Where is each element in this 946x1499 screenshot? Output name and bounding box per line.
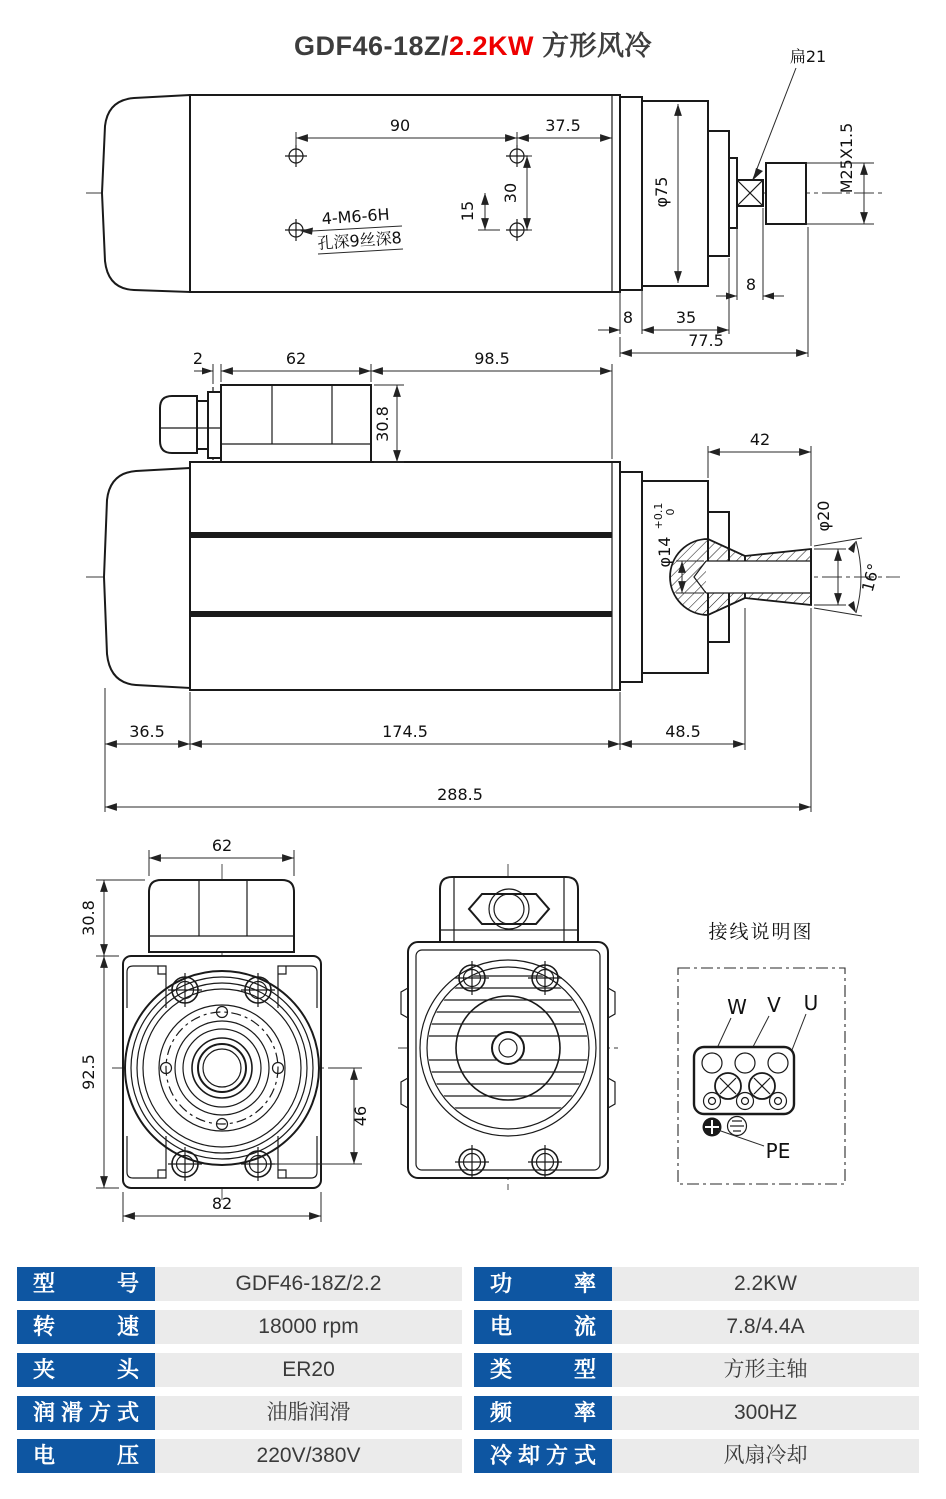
spec-value-speed: 18000 rpm	[155, 1310, 462, 1344]
spec-row-type	[474, 1353, 919, 1387]
spec-row-frequency	[474, 1396, 919, 1430]
dim-48-5: 48.5	[665, 722, 701, 741]
spec-row-current	[474, 1310, 919, 1344]
dim-30: 30	[501, 182, 520, 204]
spec-row-voltage	[17, 1439, 462, 1473]
spec-table-left	[17, 1267, 462, 1482]
spec-value-voltage: 220V/380V	[155, 1439, 462, 1473]
spec-row-cooling	[474, 1439, 919, 1473]
dim-42: 42	[749, 430, 771, 449]
spec-label-lubrication: 润滑方式	[17, 1396, 155, 1430]
dim-front-30-8: 30.8	[79, 900, 98, 936]
spec-value-current: 7.8/4.4A	[612, 1310, 919, 1344]
dim-phi75: φ75	[652, 176, 671, 208]
wiring-label-u: U	[803, 991, 819, 1015]
dim-16deg: 16°	[857, 561, 884, 594]
spec-label-frequency: 频率	[474, 1396, 612, 1430]
wiring-title: 接线说明图	[708, 921, 814, 943]
spec-table-right	[474, 1267, 919, 1482]
dim-front-92-5: 92.5	[79, 1054, 98, 1090]
wiring-label-w: W	[727, 995, 747, 1019]
dim-front-82: 82	[211, 1194, 233, 1213]
dim-m25: M25X1.5	[837, 122, 856, 194]
spec-value-type: 方形主轴	[612, 1353, 919, 1387]
dim-8-shaft: 8	[745, 275, 757, 294]
title-power: 2.2KW	[449, 31, 535, 61]
dim-30-8: 30.8	[373, 406, 392, 442]
spec-row-speed	[17, 1310, 462, 1344]
dim-front-46: 46	[351, 1105, 370, 1127]
dim-flat21: 扁21	[789, 47, 827, 66]
spec-label-type: 类型	[474, 1353, 612, 1387]
dim-77-5: 77.5	[688, 331, 724, 350]
dim-36-5: 36.5	[129, 722, 165, 741]
front-view-drawing	[79, 836, 370, 1222]
title-model: GDF46-18Z/	[293, 31, 449, 61]
spec-label-power: 功率	[474, 1267, 612, 1301]
spec-value-model: GDF46-18Z/2.2	[155, 1267, 462, 1301]
dim-8-ring: 8	[622, 308, 634, 327]
dim-90: 90	[389, 116, 411, 135]
spec-value-frequency: 300HZ	[612, 1396, 919, 1430]
spec-value-collet: ER20	[155, 1353, 462, 1387]
dim-2: 2	[192, 349, 204, 368]
rear-view-drawing	[398, 864, 620, 1190]
wiring-label-v: V	[767, 993, 781, 1017]
dim-front-62: 62	[211, 836, 233, 855]
side-view-drawing	[86, 349, 900, 812]
thread-note: 4-M6-6H	[321, 204, 391, 229]
wiring-diagram	[678, 921, 845, 1184]
thread-depth-note: 孔深9丝深8	[316, 228, 403, 253]
spec-value-lubrication: 油脂润滑	[155, 1396, 462, 1430]
spec-value-cooling: 风扇冷却	[612, 1439, 919, 1473]
spec-label-voltage: 电压	[17, 1439, 155, 1473]
dim-phi20: φ20	[814, 500, 833, 532]
dim-15: 15	[458, 200, 477, 222]
dim-35: 35	[675, 308, 697, 327]
wiring-label-pe: PE	[765, 1139, 791, 1163]
spec-row-lubrication	[17, 1396, 462, 1430]
dim-phi14-tol-zero: 0	[664, 508, 677, 516]
dim-phi14-tol-plus: +0.1	[652, 502, 665, 530]
spec-row-power	[474, 1267, 919, 1301]
spec-label-collet: 夹头	[17, 1353, 155, 1387]
dim-37-5: 37.5	[545, 116, 581, 135]
dim-62: 62	[285, 349, 307, 368]
dim-98-5: 98.5	[474, 349, 510, 368]
dim-288-5: 288.5	[437, 785, 483, 804]
spec-label-speed: 转速	[17, 1310, 155, 1344]
spec-label-cooling: 冷却方式	[474, 1439, 612, 1473]
title-suffix: 方形风冷	[534, 31, 653, 61]
dim-phi14: φ14	[655, 536, 674, 568]
spec-row-model	[17, 1267, 462, 1301]
spec-value-power: 2.2KW	[612, 1267, 919, 1301]
dim-174-5: 174.5	[382, 722, 428, 741]
spec-row-collet	[17, 1353, 462, 1387]
spec-label-current: 电流	[474, 1310, 612, 1344]
top-view-drawing	[86, 47, 882, 357]
spec-label-model: 型号	[17, 1267, 155, 1301]
